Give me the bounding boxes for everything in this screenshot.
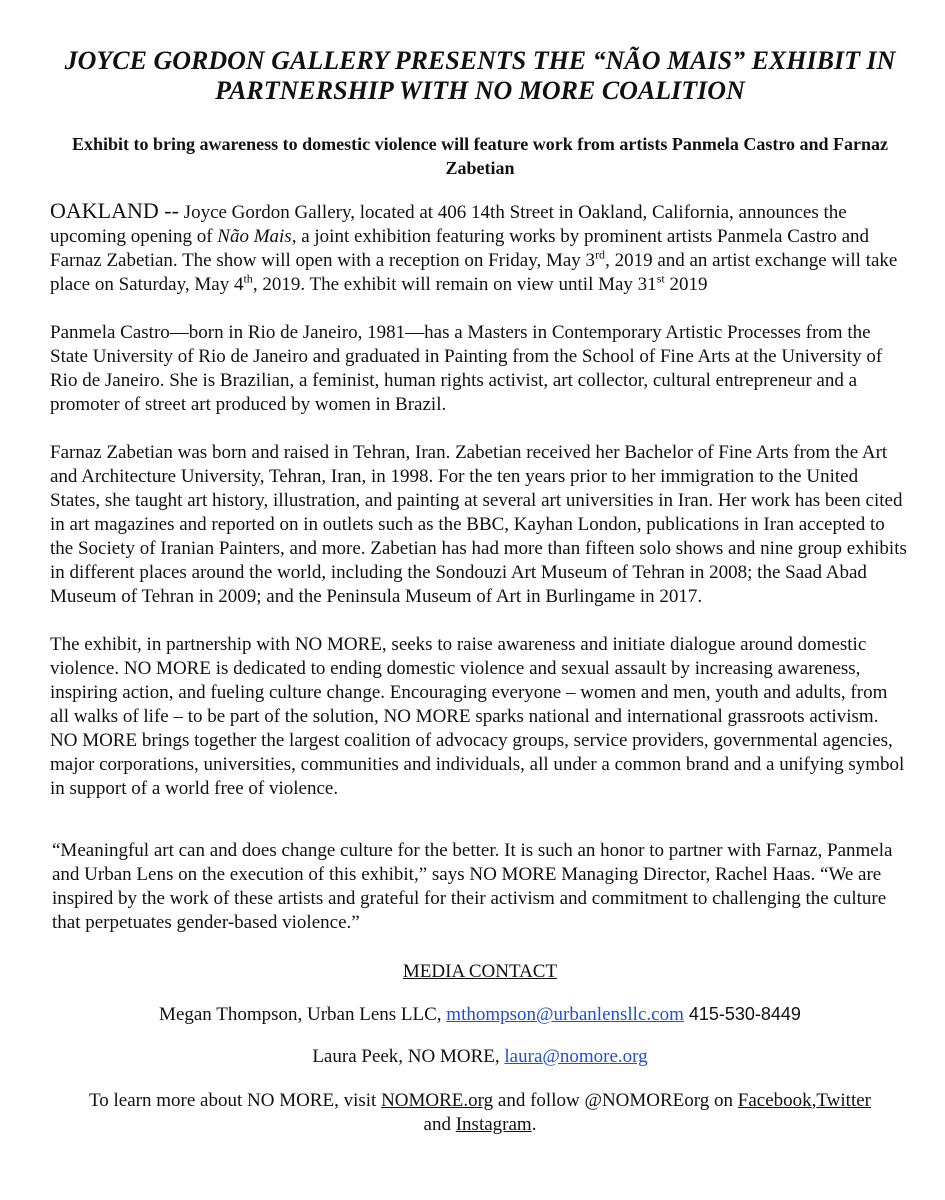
email-link-mthompson[interactable]: mthompson@urbanlensllc.com — [446, 1004, 684, 1025]
intro-text-5: 2019 — [664, 274, 708, 295]
email-link-laura[interactable]: laura@nomore.org — [504, 1046, 648, 1067]
zabetian-paragraph: Farnaz Zabetian was born and raised in Tehran, Iran. Zabetian received her Bachelor of Fine Arts from the Art and Architecture University, Tehran, Iran, in 1998. For the ten years prior to her immigration to the United States, she taught art history, illustration, and painting at several art universities in Iran. Her work has been cited in art magazines and reported on in outlets such as the BBC, Kayhan London, publications in Iran accepted to the Society of Iranian Painters, and more. Zabetian has had more than fifteen solo shows and nine group exhibits in different places around the world, including the Sondouzi Art Museum of Tehran in 2008; the Saad Abad Museum of Tehran in 2009; and the Peninsula Museum of Art in Burlingame in 2017. — [50, 442, 907, 607]
twitter-link[interactable]: Twitter — [816, 1090, 871, 1111]
ordinal-st: st — [656, 271, 665, 286]
contact-phone: 415-530-8449 — [683, 1004, 801, 1024]
ordinal-th: th — [243, 271, 253, 286]
press-release — [50, 46, 910, 1137]
closing-text-2: and follow @NOMOREorg on — [493, 1090, 738, 1111]
nomore-paragraph: The exhibit, in partnership with NO MORE, seeks to raise awareness and initiate dialogue around domestic violence. NO MORE is dedicated to ending domestic violence and sexual assault by increasing awareness, inspiring action, and fueling culture change. Encouraging everyone – women and men, youth and adults, from all walks of life – to be part of the solution, NO MORE sparks national and international grassroots activism. NO MORE brings together the largest coalition of advocacy groups, service providers, governmental agencies, major corporations, universities, communities and individuals, all under a common brand and a unifying symbol in support of a world free of violence. — [50, 634, 905, 799]
intro-paragraph — [50, 199, 910, 297]
closing-line — [50, 1089, 910, 1137]
intro-text-3: , 2019 and an artist exchange will take place on Saturday, May 4 — [50, 250, 898, 295]
contact-megan — [50, 1002, 910, 1027]
exhibit-name: Não Mais — [217, 226, 292, 247]
quote-paragraph: “Meaningful art can and does change culture for the better. It is such an honor to partner with Farnaz, Panmela and Urban Lens on the execution of this exhibit,” says NO MORE Managing Director, Rachel Haas. “We are inspired by the work of these artists and grateful for their activism and commitment to challenging the culture that perpetuates gender-based violence.” — [52, 840, 893, 933]
intro-text-4: , 2019. The exhibit will remain on view until May 31 — [252, 274, 657, 295]
closing-comma: , — [811, 1090, 817, 1111]
contact-megan-name: Megan Thompson, Urban Lens LLC, — [159, 1004, 447, 1025]
subheadline: Exhibit to bring awareness to domestic violence will feature work from artists Panmela Castro and Farnaz Zabetian — [71, 134, 889, 178]
dateline: OAKLAND -- — [50, 198, 179, 223]
closing-text-1: To learn more about NO MORE, visit — [89, 1090, 382, 1111]
headline: JOYCE GORDON GALLERY PRESENTS THE “NÃO MAIS” EXHIBIT IN PARTNERSHIP WITH NO MORE COALITION — [64, 46, 896, 105]
ordinal-rd: rd — [595, 247, 606, 262]
contact-laura — [50, 1045, 910, 1069]
intro-text-1: Joyce Gordon Gallery, located at 406 14th Street in Oakland, California, announces the upcoming opening of — [50, 202, 847, 247]
media-contact-title: MEDIA CONTACT — [402, 961, 558, 982]
closing-text-4: . — [531, 1114, 537, 1135]
castro-paragraph: Panmela Castro—born in Rio de Janeiro, 1981—has a Masters in Contemporary Artistic Processes from the State University of Rio de Janeiro and graduated in Painting from the School of Fine Arts at the University of Rio de Janeiro. She is Brazilian, a feminist, human rights activist, art collector, cultural entrepreneur and a promoter of street art produced by women in Brazil. — [50, 322, 883, 415]
contact-laura-name: Laura Peek, NO MORE, — [312, 1046, 505, 1067]
closing-text-3: and — [423, 1114, 456, 1135]
facebook-link[interactable]: Facebook — [737, 1090, 812, 1111]
nomore-site-link[interactable]: NOMORE.org — [381, 1090, 494, 1111]
intro-text-2: , a joint exhibition featuring works by prominent artists Panmela Castro and Farnaz Zabetian. The show will open with a reception on Friday, May 3 — [50, 226, 870, 271]
instagram-link[interactable]: Instagram — [455, 1114, 532, 1135]
